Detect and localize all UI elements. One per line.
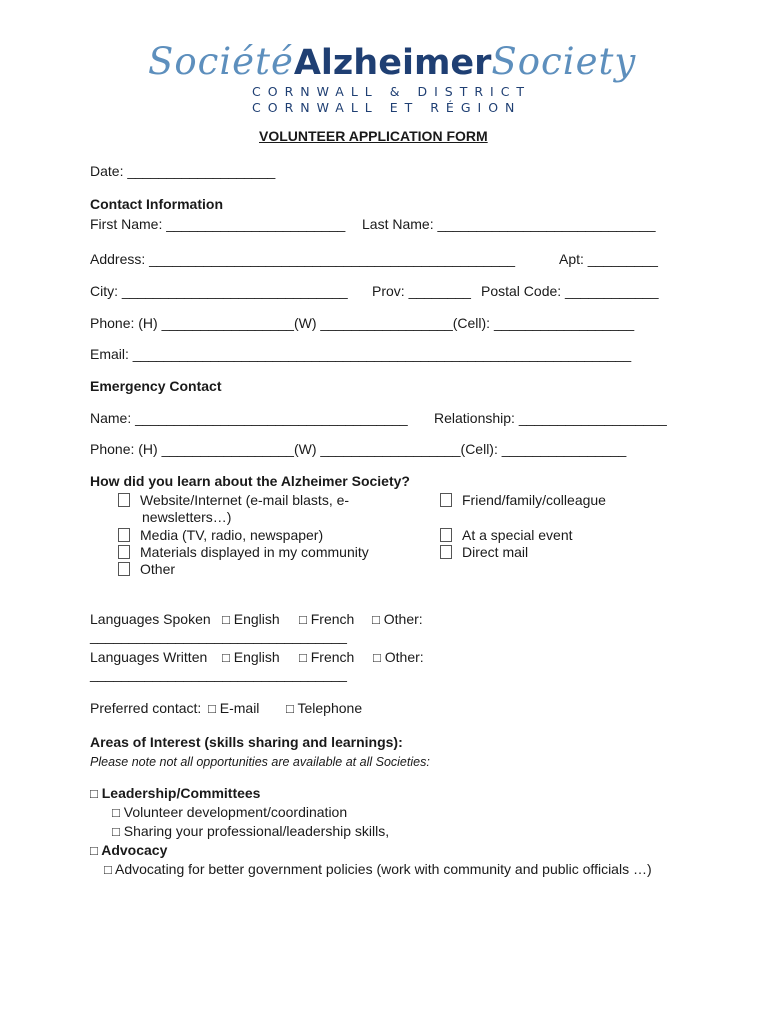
checkbox-icon: □	[299, 612, 307, 627]
checkbox-icon: □	[222, 612, 230, 627]
learn-option-media[interactable]: Media (TV, radio, newspaper)	[118, 527, 323, 543]
logo-name-en: Society	[491, 40, 637, 83]
checkbox-icon: □	[90, 786, 98, 801]
lang-written-other[interactable]: □ Other:	[373, 649, 424, 665]
city-field[interactable]: City: _____________________________	[90, 283, 348, 299]
emergency-phone-field[interactable]: Phone: (H) _________________(W) __________________(Cell): ________________	[90, 441, 627, 457]
lang-written-other-field[interactable]: _________________________________	[90, 666, 347, 682]
checkbox-icon: □	[299, 650, 307, 665]
checkbox-icon	[440, 528, 452, 542]
last-name-field[interactable]: Last Name: ____________________________	[362, 216, 656, 232]
learn-option-materials[interactable]: Materials displayed in my community	[118, 544, 369, 560]
interest-volunteer-development[interactable]: □ Volunteer development/coordination	[112, 804, 348, 820]
checkbox-icon: □	[104, 862, 112, 877]
checkbox-icon	[118, 545, 130, 559]
phone-field[interactable]: Phone: (H) _________________(W) _________________(Cell): __________________	[90, 315, 635, 331]
checkbox-icon: □	[90, 843, 98, 858]
preferred-contact-telephone[interactable]: □ Telephone	[286, 700, 363, 716]
emergency-name-field[interactable]: Name: ___________________________________	[90, 410, 408, 426]
address-field[interactable]: Address: _______________________________________________	[90, 251, 516, 267]
preferred-contact-label: Preferred contact:	[90, 700, 202, 716]
interest-sharing-skills[interactable]: □ Sharing your professional/leadership skills,	[112, 823, 390, 839]
interest-advocacy[interactable]: □ Advocacy	[90, 842, 168, 858]
logo-subtitle-en: CORNWALL & DISTRICT	[252, 84, 532, 99]
checkbox-icon	[118, 562, 130, 576]
checkbox-icon: □	[373, 650, 381, 665]
lang-spoken-english[interactable]: □ English	[222, 611, 280, 627]
checkbox-icon: □	[222, 650, 230, 665]
interest-note: Please note not all opportunities are available at all Societies:	[90, 755, 430, 769]
lang-written-label: Languages Written	[90, 649, 208, 665]
learn-option-direct-mail[interactable]: Direct mail	[440, 544, 528, 560]
logo-name-fr: Société	[148, 40, 294, 83]
interest-advocating-policies[interactable]: □ Advocating for better government policies (work with community and public officials …)	[104, 861, 652, 877]
logo-name-main: Alzheimer	[293, 43, 492, 83]
interest-heading: Areas of Interest (skills sharing and learnings):	[90, 734, 403, 750]
emergency-relationship-field[interactable]: Relationship: ___________________	[434, 410, 667, 426]
checkbox-icon: □	[208, 701, 216, 716]
date-field[interactable]: Date: ___________________	[90, 163, 276, 179]
learn-option-friend[interactable]: Friend/family/colleague	[440, 492, 606, 508]
apt-field[interactable]: Apt: _________	[559, 251, 658, 267]
checkbox-icon: □	[112, 824, 120, 839]
contact-heading: Contact Information	[90, 196, 223, 212]
email-field[interactable]: Email: ________________________________________________________________	[90, 346, 632, 362]
checkbox-icon	[118, 493, 130, 507]
checkbox-icon	[118, 528, 130, 542]
checkbox-icon: □	[372, 612, 380, 627]
lang-written-french[interactable]: □ French	[299, 649, 355, 665]
form-title: VOLUNTEER APPLICATION FORM	[259, 128, 488, 144]
preferred-contact-email[interactable]: □ E-mail	[208, 700, 260, 716]
checkbox-icon: □	[112, 805, 120, 820]
learn-option-website[interactable]: Website/Internet (e-mail blasts, e-	[118, 492, 349, 508]
emergency-heading: Emergency Contact	[90, 378, 222, 394]
logo	[148, 40, 636, 83]
lang-spoken-other[interactable]: □ Other:	[372, 611, 423, 627]
lang-spoken-label: Languages Spoken	[90, 611, 211, 627]
logo-subtitle-fr: CORNWALL ET RÉGION	[252, 100, 522, 115]
lang-written-english[interactable]: □ English	[222, 649, 280, 665]
lang-spoken-other-field[interactable]: _________________________________	[90, 628, 347, 644]
learn-option-other[interactable]: Other	[118, 561, 175, 577]
postal-code-field[interactable]: Postal Code: ____________	[481, 283, 659, 299]
lang-spoken-french[interactable]: □ French	[299, 611, 355, 627]
learn-heading: How did you learn about the Alzheimer Society?	[90, 473, 410, 489]
prov-field[interactable]: Prov: ________	[372, 283, 471, 299]
interest-leadership[interactable]: □ Leadership/Committees	[90, 785, 261, 801]
learn-option-event[interactable]: At a special event	[440, 527, 573, 543]
first-name-field[interactable]: First Name: _______________________	[90, 216, 346, 232]
checkbox-icon: □	[286, 701, 294, 716]
checkbox-icon	[440, 545, 452, 559]
checkbox-icon	[440, 493, 452, 507]
learn-option-website-cont: newsletters…)	[142, 509, 232, 525]
